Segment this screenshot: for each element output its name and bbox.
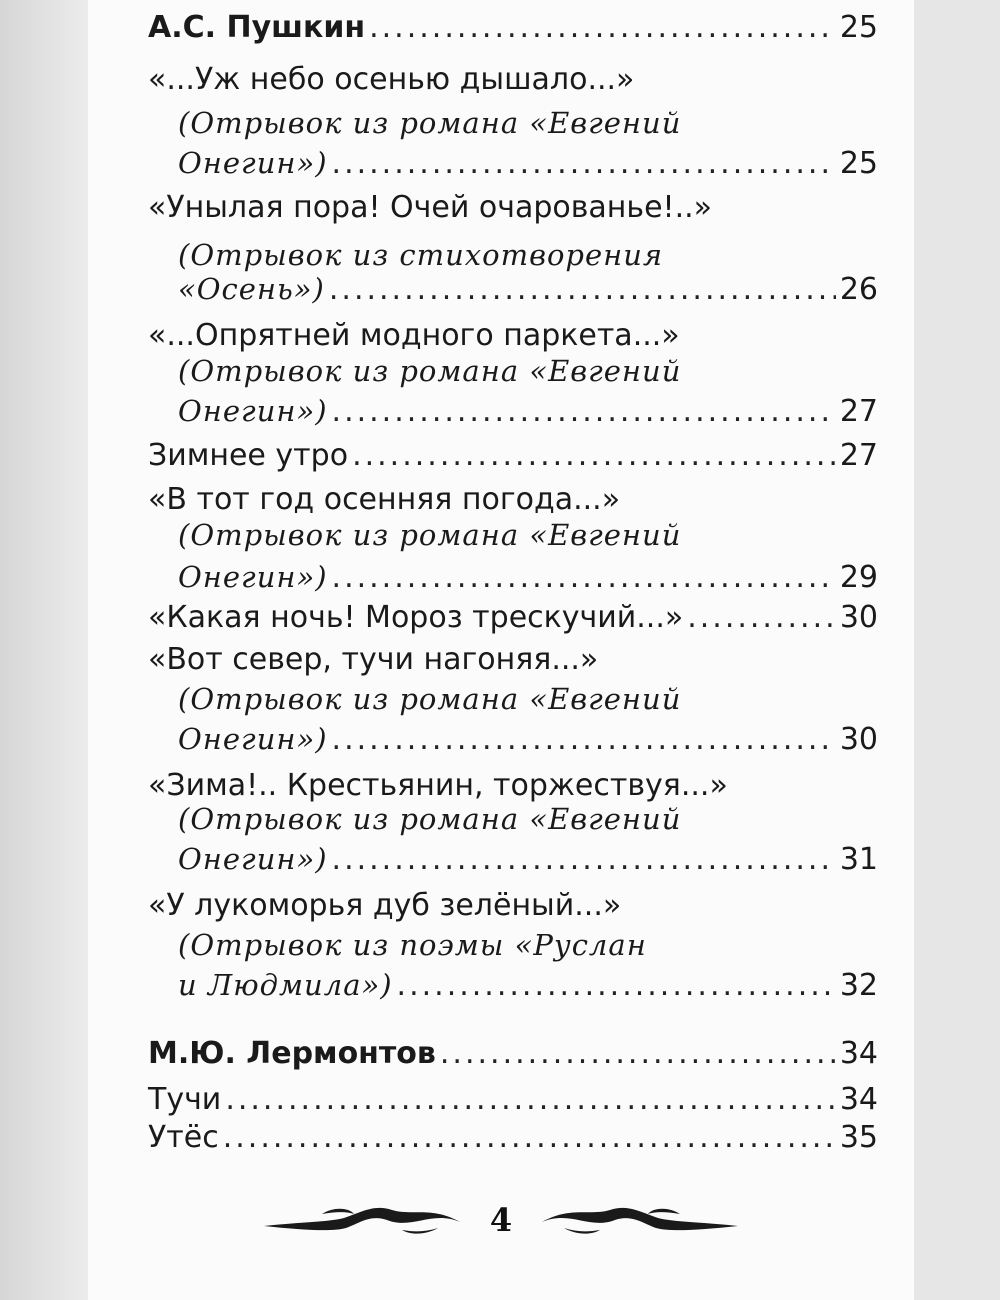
toc-entry-title: (Отрывок из романа «Евгений bbox=[178, 354, 682, 388]
toc-entry bbox=[148, 190, 878, 238]
toc-entry-page: 34 bbox=[839, 1036, 878, 1071]
toc-leader-dots bbox=[332, 146, 836, 181]
toc-entry-title: «...Уж небо осенью дышало...» bbox=[148, 62, 635, 97]
toc-entry-page: 30 bbox=[839, 722, 878, 757]
toc-entry bbox=[148, 1120, 878, 1168]
toc-leader-dots bbox=[332, 722, 836, 757]
toc-entry-title: Утёс bbox=[148, 1120, 219, 1155]
toc-entry bbox=[148, 10, 878, 58]
book-page bbox=[88, 0, 914, 1300]
toc-entry-title: (Отрывок из романа «Евгений bbox=[178, 682, 682, 716]
toc-leader-dots bbox=[332, 394, 836, 429]
toc-entry-title: «У лукоморья дуб зелёный...» bbox=[148, 888, 622, 923]
page-gutter bbox=[0, 0, 88, 1300]
toc-entry-page: 31 bbox=[839, 842, 878, 877]
toc-entry bbox=[148, 438, 878, 486]
toc-leader-dots bbox=[397, 968, 836, 1003]
toc-entry bbox=[148, 842, 878, 890]
page-number: 4 bbox=[489, 1201, 513, 1239]
toc-entry-title: «В тот год осенняя погода...» bbox=[148, 482, 621, 517]
toc-entry-title: Тучи bbox=[148, 1082, 222, 1117]
toc-entry bbox=[148, 394, 878, 442]
toc-entry-title: «Какая ночь! Мороз трескучий...» bbox=[148, 600, 684, 635]
toc-entry bbox=[148, 722, 878, 770]
toc-leader-dots bbox=[329, 272, 836, 307]
toc-entry bbox=[148, 518, 878, 566]
toc-entry-page: 30 bbox=[839, 600, 878, 635]
toc-entry-page: 34 bbox=[839, 1082, 878, 1117]
toc-leader-dots bbox=[352, 438, 836, 473]
toc-entry bbox=[148, 968, 878, 1016]
toc-entry bbox=[148, 62, 878, 110]
toc-entry-title: «Зима!.. Крестьянин, торжествуя...» bbox=[148, 768, 728, 803]
toc-entry-page: 29 bbox=[839, 560, 878, 595]
ornament-right-icon bbox=[540, 1200, 740, 1240]
toc-entry-title: «...Опрятней модного паркета...» bbox=[148, 318, 680, 353]
toc-entry-title: «Унылая пора! Очей очарованье!..» bbox=[148, 190, 712, 225]
toc-entry-title: Онегин») bbox=[178, 394, 328, 428]
toc-entry-page: 25 bbox=[839, 146, 878, 181]
toc-entry-page: 35 bbox=[839, 1120, 878, 1155]
toc-leader-dots bbox=[687, 600, 836, 635]
toc-leader-dots bbox=[369, 10, 836, 45]
toc-entry-title: Зимнее утро bbox=[148, 438, 349, 473]
toc-entry bbox=[148, 600, 878, 648]
ornament-left-icon bbox=[262, 1200, 462, 1240]
toc-leader-dots bbox=[225, 1082, 836, 1117]
toc-entry-title: Онегин») bbox=[178, 560, 328, 594]
toc-entry-title: Онегин») bbox=[178, 842, 328, 876]
toc-entry bbox=[148, 1036, 878, 1084]
toc-entry-title: А.С. Пушкин bbox=[148, 10, 366, 45]
toc-entry-title: Онегин») bbox=[178, 146, 328, 180]
toc-leader-dots bbox=[223, 1120, 836, 1155]
toc-entry-title: и Людмила») bbox=[178, 968, 393, 1002]
toc-entry-title: Онегин») bbox=[178, 722, 328, 756]
toc-leader-dots bbox=[332, 842, 836, 877]
toc-leader-dots bbox=[440, 1036, 836, 1071]
toc-entry-page: 32 bbox=[839, 968, 878, 1003]
toc-entry bbox=[148, 146, 878, 194]
toc-entry-page: 26 bbox=[839, 272, 878, 307]
toc-entry-title: (Отрывок из стихотворения bbox=[178, 238, 664, 272]
toc-entry-title: «Вот север, тучи нагоняя...» bbox=[148, 642, 599, 677]
toc-entry-title: М.Ю. Лермонтов bbox=[148, 1036, 436, 1071]
toc-leader-dots bbox=[332, 560, 836, 595]
toc-entry-title: (Отрывок из романа «Евгений bbox=[178, 106, 682, 140]
toc-entry-title: (Отрывок из романа «Евгений bbox=[178, 802, 682, 836]
toc-entry-page: 27 bbox=[839, 394, 878, 429]
toc-entry-title: (Отрывок из романа «Евгений bbox=[178, 518, 682, 552]
toc-entry-page: 27 bbox=[839, 438, 878, 473]
toc-entry-page: 25 bbox=[839, 10, 878, 45]
toc-entry bbox=[148, 272, 878, 320]
page-footer bbox=[88, 1196, 914, 1244]
toc-entry-title: «Осень») bbox=[178, 272, 325, 306]
toc-entry-title: (Отрывок из поэмы «Руслан bbox=[178, 928, 647, 962]
